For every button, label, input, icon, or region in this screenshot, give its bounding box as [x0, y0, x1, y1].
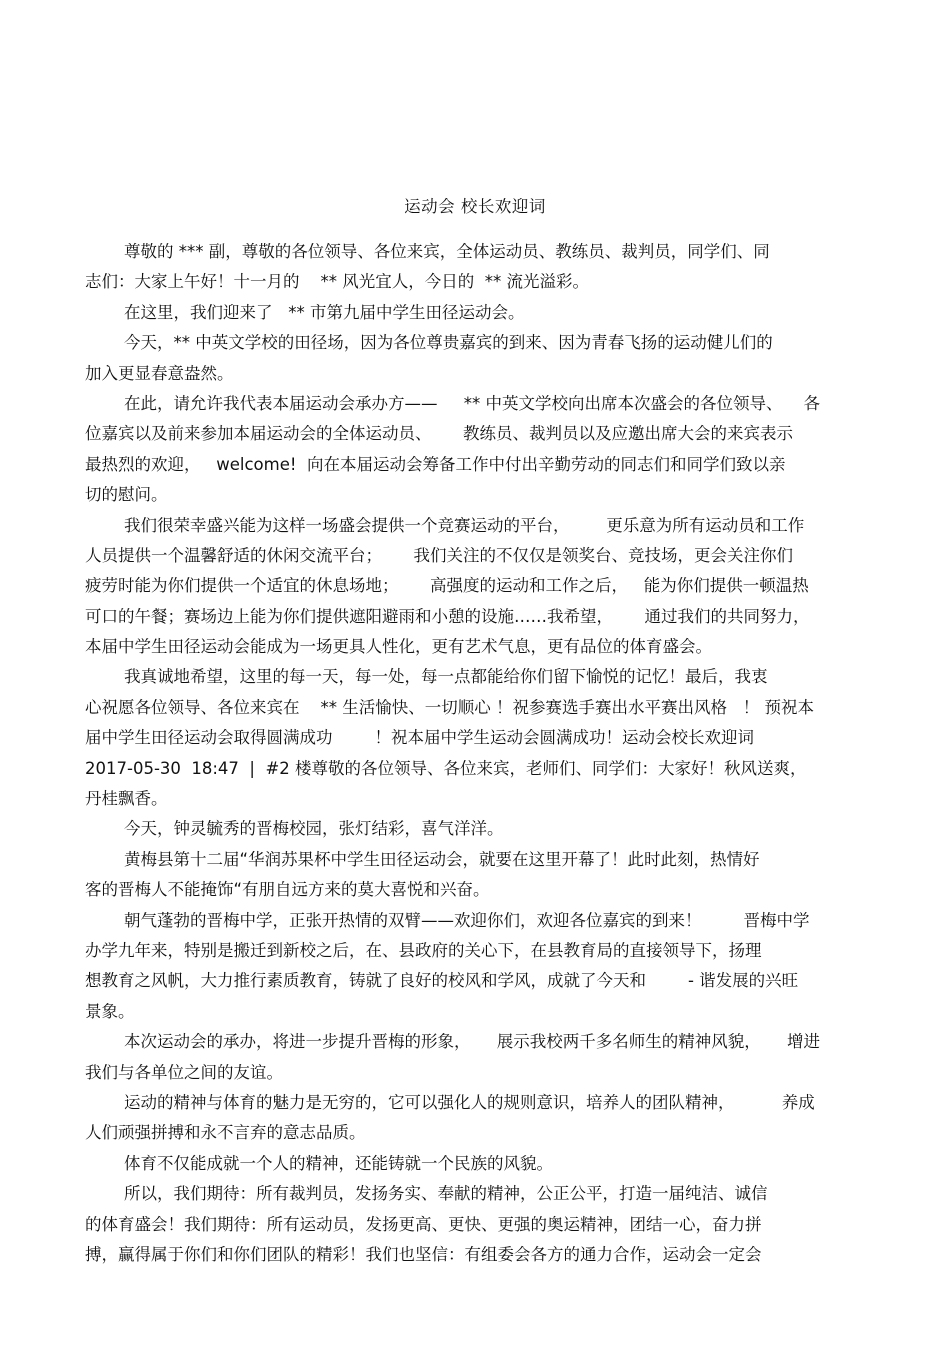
- text-line: 我真诚地希望，这里的每一天，每一处，每一点都能给你们留下愉悦的记忆！最后，我衷: [124, 667, 768, 687]
- text-line: 切的慰问。: [85, 485, 168, 505]
- text-line: 可口的午餐；赛场边上能为你们提供遮阳避雨和小憩的设施……我希望， 通过我们的共同努力，: [85, 606, 810, 626]
- text-line: 加入更显春意盎然。: [85, 363, 234, 383]
- text-line: 今天，钟灵毓秀的晋梅校园，张灯结彩，喜气洋洋。: [124, 819, 504, 839]
- text-line: 尊敬的 *** 副，尊敬的各位领导、各位来宾，全体运动员、教练员、裁判员，同学们、同: [124, 242, 770, 261]
- text-line: 办学九年来，特别是搬迁到新校之后，在、县政府的关心下，在县教育局的直接领导下，扬理: [85, 940, 762, 960]
- text-line: 在此，请允许我代表本届运动会承办方—— ** 中英文学校向出席本次盛会的各位领导、 各: [124, 393, 820, 413]
- text-line: 最热烈的欢迎， welcome! 向在本届运动会筹备工作中付出辛勤劳动的同志们和同学们致以亲: [85, 454, 786, 474]
- text-line: 客的晋梅人不能掩饰“有朋自远方来的莫大喜悦和兴奋。: [85, 880, 490, 900]
- document-title: 运动会 校长欢迎词: [404, 197, 546, 216]
- text-line: 朝气蓬勃的晋梅中学，正张开热情的双臂——欢迎你们，欢迎各位嘉宾的到来！ 晋梅中学: [124, 910, 810, 930]
- text-line: 丹桂飘香。: [85, 789, 168, 809]
- text-line: 搏，赢得属于你们和你们团队的精彩！我们也坚信：有组委会各方的通力合作，运动会一定会: [85, 1244, 762, 1264]
- text-line: 疲劳时能为你们提供一个适宜的休息场地； 高强度的运动和工作之后， 能为你们提供一顿温热: [85, 576, 809, 596]
- text-line: 我们与各单位之间的友谊。: [85, 1062, 283, 1082]
- text-line: 位嘉宾以及前来参加本届运动会的全体运动员、 教练员、裁判员以及应邀出席大会的来宾表示: [85, 424, 793, 444]
- text-line: 届中学生田径运动会取得圆满成功 ！祝本届中学生运动会圆满成功！运动会校长欢迎词: [85, 728, 754, 748]
- text-line: 在这里，我们迎来了 ** 市第九届中学生田径运动会。: [124, 302, 525, 322]
- text-line: 本次运动会的承办，将进一步提升晋梅的形象， 展示我校两千多名师生的精神风貌， 增进: [124, 1032, 820, 1052]
- text-line: 景象。: [85, 1001, 135, 1021]
- text-line: 体育不仅能成就一个人的精神，还能铸就一个民族的风貌。: [124, 1153, 553, 1173]
- text-line: 黄梅县第十二届“华润苏果杯中学生田径运动会，就要在这里开幕了！此时此刻，热情好: [124, 849, 760, 869]
- text-line: 我们很荣幸盛兴能为这样一场盛会提供一个竞赛运动的平台， 更乐意为所有运动员和工作: [124, 515, 805, 535]
- document-body: [85, 237, 875, 1270]
- text-line: 的体育盛会！我们期待：所有运动员，发扬更高、更快、更强的奥运精神，团结一心，奋力拼: [85, 1214, 762, 1234]
- text-line: 人们顽强拼搏和永不言弃的意志品质。: [85, 1123, 366, 1143]
- text-line: 心祝愿各位领导、各位来宾在 ** 生活愉快、一切顺心 ！祝参赛选手赛出水平赛出风格 ！ 预祝本: [85, 697, 814, 717]
- text-line: 本届中学生田径运动会能成为一场更具人性化，更有艺术气息，更有品位的体育盛会。: [85, 637, 712, 657]
- text-line: 志们：大家上午好！十一月的 ** 风光宜人，今日的 ** 流光溢彩。: [85, 272, 589, 292]
- text-line: 所以，我们期待：所有裁判员，发扬务实、奉献的精神，公正公平，打造一届纯洁、诚信: [124, 1184, 768, 1204]
- text-line: 人员提供一个温馨舒适的休闲交流平台； 我们关注的不仅仅是领奖台、竞技场，更会关注你们: [85, 545, 793, 565]
- text-line: 2017-05-30 18:47 | #2 楼尊敬的各位领导、各位来宾，老师们、同学们：大家好！秋风送爽，: [85, 758, 807, 778]
- text-line: 想教育之风帆，大力推行素质教育，铸就了良好的校风和学风，成就了今天和 - 谐发展的兴旺: [85, 971, 799, 991]
- text-line: 运动的精神与体育的魅力是无穷的，它可以强化人的规则意识，培养人的团队精神， 养成: [124, 1092, 815, 1112]
- text-line: 今天，** 中英文学校的田径场，因为各位尊贵嘉宾的到来、因为青春飞扬的运动健儿们的: [124, 333, 773, 353]
